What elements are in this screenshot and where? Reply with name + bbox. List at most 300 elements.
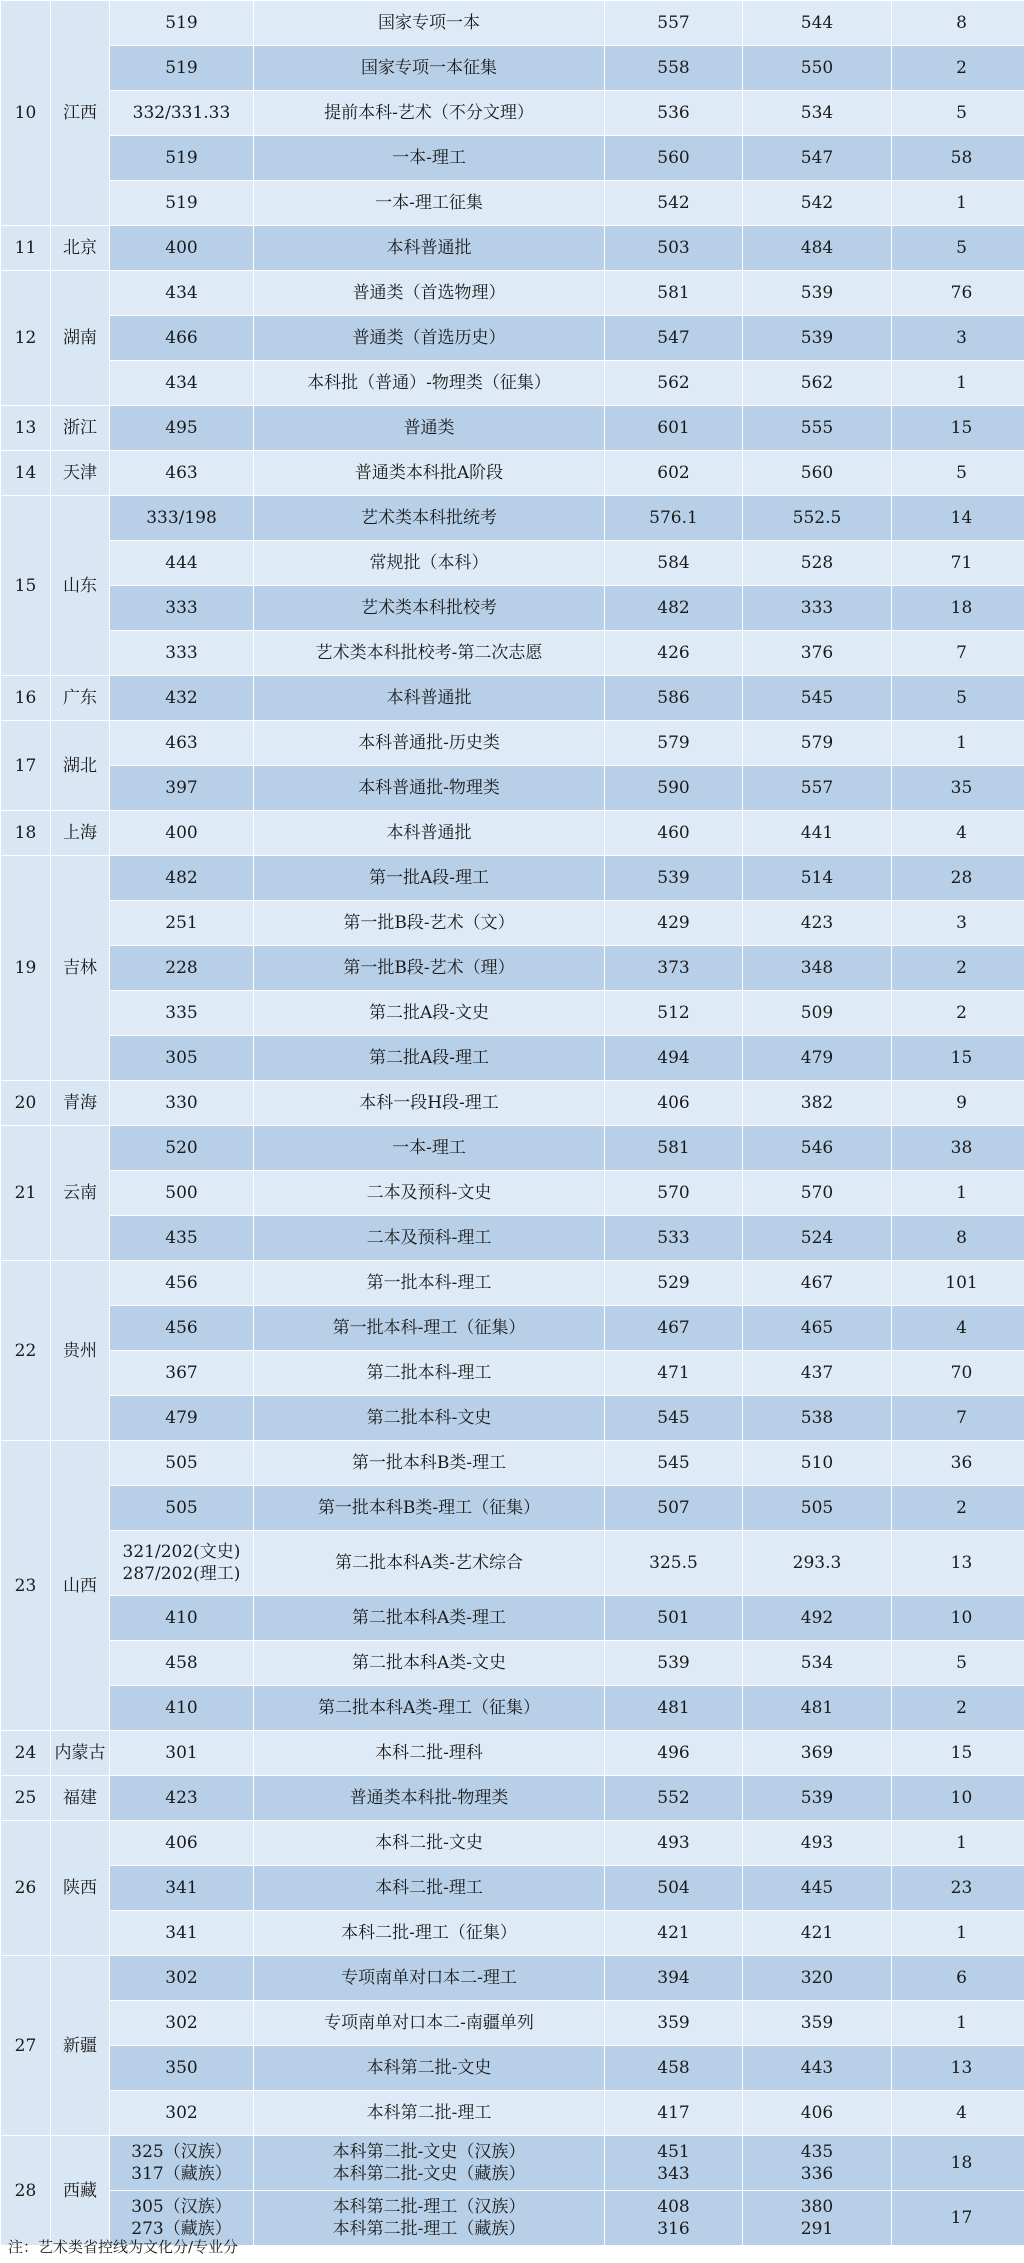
min-score-cell (743, 901, 892, 946)
min-score-cell (743, 1731, 892, 1776)
control-line-cell (110, 1956, 254, 2001)
min-score-cell (743, 1641, 892, 1686)
min-score-cell-text: 552.5 (792, 508, 842, 528)
count-cell: 9 (892, 1081, 1024, 1126)
max-score-cell-text: 482 (657, 598, 690, 618)
table-row (1, 1126, 1024, 1171)
batch-cell (254, 181, 605, 226)
max-score-cell-text: 552 (657, 1788, 690, 1808)
control-line-cell (110, 1866, 254, 1911)
province-cell: 陕西 (51, 1821, 110, 1956)
count-cell: 1 (892, 361, 1024, 406)
control-line-cell-text: 432 (165, 688, 198, 708)
table-row (1, 451, 1024, 496)
batch-cell (254, 766, 605, 811)
batch-cell (254, 1171, 605, 1216)
control-line-cell-text: 479 (165, 1408, 198, 1428)
batch-cell-text: 国家专项一本 (378, 13, 480, 33)
table-row (1, 586, 1024, 631)
min-score-cell (743, 2091, 892, 2136)
count-cell: 5 (892, 1641, 1024, 1686)
max-score-cell (605, 1396, 743, 1441)
batch-cell-text: 本科批（普通）-物理类（征集） (307, 373, 551, 393)
min-score-cell (743, 2001, 892, 2046)
min-score-cell (743, 271, 892, 316)
control-line-cell (110, 1821, 254, 1866)
table-row (1, 766, 1024, 811)
province-cell: 浙江 (51, 406, 110, 451)
max-score-cell (605, 1641, 743, 1686)
batch-cell-text: 艺术类本科批校考 (361, 598, 497, 618)
count-cell: 36 (892, 1441, 1024, 1486)
max-score-cell (605, 46, 743, 91)
control-line-cell (110, 496, 254, 541)
table-row (1, 136, 1024, 181)
batch-cell-text: 本科二批-文史 (375, 1833, 483, 1853)
table-row (1, 1, 1024, 46)
min-score-cell-text: 514 (800, 868, 834, 888)
control-line-cell-text: 463 (165, 733, 198, 753)
min-score-cell (743, 586, 892, 631)
min-score-cell-text: 423 (800, 913, 834, 933)
min-score-cell (743, 991, 892, 1036)
batch-cell-text: 本科第二批-文史（藏族） (332, 2164, 526, 2184)
count-cell: 15 (892, 406, 1024, 451)
table-row (1, 1261, 1024, 1306)
min-score-cell-text: 320 (800, 1968, 834, 1988)
count-cell: 4 (892, 2091, 1024, 2136)
count-cell: 1 (892, 2001, 1024, 2046)
min-score-cell (743, 631, 892, 676)
max-score-cell (605, 1776, 743, 1821)
row-number: 19 (1, 856, 51, 1081)
row-number: 21 (1, 1126, 51, 1261)
control-line-cell-text: 519 (165, 13, 198, 33)
row-number: 24 (1, 1731, 51, 1776)
control-line-cell-text: 456 (165, 1318, 198, 1338)
control-line-cell (110, 136, 254, 181)
batch-cell (254, 631, 605, 676)
count-cell: 2 (892, 1486, 1024, 1531)
max-score-cell-text: 581 (657, 283, 690, 303)
min-score-cell-text: 562 (800, 373, 834, 393)
min-score-cell-text: 528 (800, 553, 834, 573)
control-line-cell (110, 1036, 254, 1081)
batch-cell (254, 1866, 605, 1911)
max-score-cell-text: 533 (657, 1228, 690, 1248)
table-row (1, 1596, 1024, 1641)
control-line-cell (110, 676, 254, 721)
province-cell: 吉林 (51, 856, 110, 1081)
control-line-cell (110, 991, 254, 1036)
batch-cell (254, 1216, 605, 1261)
control-line-cell-text: 325（汉族） (131, 2142, 232, 2162)
control-line-cell (110, 721, 254, 766)
batch-cell-text: 国家专项一本征集 (361, 58, 497, 78)
row-number: 12 (1, 271, 51, 406)
batch-cell-text: 专项南单对口本二-理工 (341, 1968, 517, 1988)
province-cell: 西藏 (51, 2136, 110, 2246)
control-line-cell (110, 451, 254, 496)
province-cell: 新疆 (51, 1956, 110, 2136)
max-score-cell (605, 1351, 743, 1396)
batch-cell (254, 1, 605, 46)
table-row (1, 406, 1024, 451)
control-line-cell-text: 332/331.33 (132, 103, 231, 123)
table-row (1, 1641, 1024, 1686)
batch-cell-text: 专项南单对口本二-南疆单列 (324, 2013, 534, 2033)
province-cell: 上海 (51, 811, 110, 856)
min-score-cell-text: 560 (800, 463, 834, 483)
max-score-cell-text: 562 (657, 373, 690, 393)
batch-cell (254, 1396, 605, 1441)
min-score-cell (743, 1596, 892, 1641)
min-score-cell-text: 348 (800, 958, 834, 978)
min-score-cell-text: 550 (800, 58, 834, 78)
count-cell: 10 (892, 1596, 1024, 1641)
control-line-cell-text: 463 (165, 463, 198, 483)
control-line-cell-text: 251 (165, 913, 198, 933)
count-cell: 101 (892, 1261, 1024, 1306)
control-line-cell-text: 456 (165, 1273, 198, 1293)
row-number: 10 (1, 1, 51, 226)
max-score-cell (605, 406, 743, 451)
table-row (1, 2136, 1024, 2191)
max-score-cell (605, 1036, 743, 1081)
control-line-cell (110, 406, 254, 451)
count-cell: 5 (892, 676, 1024, 721)
province-cell: 内蒙古 (51, 1731, 110, 1776)
count-cell: 58 (892, 136, 1024, 181)
control-line-cell (110, 1641, 254, 1686)
count-cell: 1 (892, 181, 1024, 226)
max-score-cell (605, 2046, 743, 2091)
batch-cell (254, 1081, 605, 1126)
table-row (1, 496, 1024, 541)
control-line-cell-text: 341 (165, 1878, 198, 1898)
row-number: 26 (1, 1821, 51, 1956)
control-line-cell-text: 335 (165, 1003, 198, 1023)
max-score-cell-text: 394 (657, 1968, 690, 1988)
max-score-cell-text: 481 (657, 1698, 690, 1718)
table-row (1, 1531, 1024, 1596)
max-score-cell (605, 1686, 743, 1731)
count-cell: 70 (892, 1351, 1024, 1396)
max-score-cell (605, 2001, 743, 2046)
min-score-cell (743, 1821, 892, 1866)
table-row (1, 226, 1024, 271)
batch-cell (254, 1731, 605, 1776)
min-score-cell (743, 1081, 892, 1126)
row-number: 27 (1, 1956, 51, 2136)
control-line-cell-text: 500 (165, 1183, 198, 1203)
batch-cell-text: 艺术类本科批统考 (361, 508, 497, 528)
batch-cell (254, 676, 605, 721)
max-score-cell-text: 460 (657, 823, 690, 843)
max-score-cell-text: 560 (657, 148, 690, 168)
min-score-cell (743, 1216, 892, 1261)
province-cell: 湖北 (51, 721, 110, 811)
control-line-cell-text: 302 (165, 2013, 198, 2033)
control-line-cell-text: 410 (165, 1698, 198, 1718)
batch-cell (254, 1911, 605, 1956)
max-score-cell (605, 1261, 743, 1306)
batch-cell-text: 第一批A段-理工 (368, 868, 490, 888)
count-cell: 28 (892, 856, 1024, 901)
max-score-cell-text: 458 (657, 2058, 690, 2078)
max-score-cell (605, 586, 743, 631)
batch-cell-text: 提前本科-艺术（不分文理） (324, 103, 534, 123)
control-line-cell (110, 1126, 254, 1171)
control-line-cell (110, 1306, 254, 1351)
min-score-cell (743, 1956, 892, 2001)
province-cell: 山东 (51, 496, 110, 676)
batch-cell (254, 1531, 605, 1596)
max-score-cell-text: 586 (657, 688, 690, 708)
control-line-cell (110, 811, 254, 856)
batch-cell-text: 本科二批-理科 (375, 1743, 483, 1763)
table-row (1, 1441, 1024, 1486)
table-row (1, 1776, 1024, 1821)
count-cell: 3 (892, 901, 1024, 946)
max-score-cell (605, 271, 743, 316)
control-line-cell-text: 444 (165, 553, 198, 573)
control-line-cell (110, 1911, 254, 1956)
max-score-cell (605, 451, 743, 496)
min-score-cell (743, 1396, 892, 1441)
table-row (1, 1036, 1024, 1081)
batch-cell (254, 361, 605, 406)
batch-cell (254, 271, 605, 316)
min-score-cell (743, 1486, 892, 1531)
batch-cell (254, 1776, 605, 1821)
max-score-cell (605, 181, 743, 226)
max-score-cell-text: 512 (657, 1003, 690, 1023)
min-score-cell-text: 376 (800, 643, 834, 663)
control-line-cell (110, 226, 254, 271)
min-score-cell-text: 555 (800, 418, 834, 438)
control-line-cell (110, 316, 254, 361)
province-cell: 云南 (51, 1126, 110, 1261)
batch-cell (254, 541, 605, 586)
max-score-cell (605, 1126, 743, 1171)
batch-cell-text: 本科普通批 (386, 238, 472, 258)
table-row (1, 316, 1024, 361)
batch-cell (254, 1596, 605, 1641)
batch-cell-text: 本科第二批-文史 (366, 2058, 492, 2078)
max-score-cell (605, 1216, 743, 1261)
control-line-cell (110, 1441, 254, 1486)
min-score-cell-text: 542 (800, 193, 834, 213)
min-score-cell (743, 181, 892, 226)
row-number: 13 (1, 406, 51, 451)
control-line-cell (110, 1486, 254, 1531)
control-line-cell-text: 458 (165, 1653, 198, 1673)
control-line-cell-text: 520 (165, 1138, 198, 1158)
table-row (1, 1306, 1024, 1351)
row-number: 18 (1, 811, 51, 856)
max-score-cell-text: 529 (657, 1273, 690, 1293)
control-line-cell-text: 330 (165, 1093, 198, 1113)
min-score-cell-text: 544 (800, 13, 834, 33)
max-score-cell-text: 503 (657, 238, 690, 258)
table-row (1, 856, 1024, 901)
count-cell: 76 (892, 271, 1024, 316)
min-score-cell (743, 2191, 892, 2246)
max-score-cell (605, 91, 743, 136)
max-score-cell-text: 429 (657, 913, 690, 933)
table-row (1, 811, 1024, 856)
batch-cell-text: 本科第二批-文史（汉族） (332, 2142, 526, 2162)
max-score-cell-text: 602 (657, 463, 690, 483)
max-score-cell (605, 316, 743, 361)
min-score-cell-text: 465 (800, 1318, 834, 1338)
control-line-cell-text: 505 (165, 1453, 198, 1473)
control-line-cell-text: 423 (165, 1788, 198, 1808)
province-cell: 广东 (51, 676, 110, 721)
control-line-cell (110, 181, 254, 226)
max-score-cell-text: 545 (657, 1453, 690, 1473)
batch-cell-text: 普通类（首选物理） (352, 283, 506, 303)
max-score-cell-text: 558 (657, 58, 690, 78)
count-cell: 13 (892, 2046, 1024, 2091)
table-row (1, 676, 1024, 721)
batch-cell (254, 1686, 605, 1731)
min-score-cell-text: 524 (800, 1228, 834, 1248)
max-score-cell-text: 325.5 (649, 1553, 698, 1573)
batch-cell-text: 普通类（首选历史） (352, 328, 506, 348)
control-line-cell (110, 361, 254, 406)
batch-cell (254, 586, 605, 631)
table-row (1, 1171, 1024, 1216)
count-cell: 1 (892, 1911, 1024, 1956)
table-row (1, 1081, 1024, 1126)
batch-cell-text: 第一批本科-理工 (366, 1273, 492, 1293)
max-score-cell (605, 1306, 743, 1351)
province-cell: 天津 (51, 451, 110, 496)
min-score-cell (743, 226, 892, 271)
table-row (1, 721, 1024, 766)
control-line-cell (110, 271, 254, 316)
min-score-cell (743, 1, 892, 46)
batch-cell-text: 本科二批-理工 (375, 1878, 483, 1898)
batch-cell (254, 1956, 605, 2001)
control-line-cell (110, 1216, 254, 1261)
batch-cell-text: 本科普通批-历史类 (358, 733, 500, 753)
table-row (1, 631, 1024, 676)
batch-cell (254, 2001, 605, 2046)
count-cell: 8 (892, 1, 1024, 46)
control-line-cell (110, 766, 254, 811)
min-score-cell (743, 2046, 892, 2091)
row-number: 15 (1, 496, 51, 676)
max-score-cell (605, 631, 743, 676)
table-row (1, 1731, 1024, 1776)
control-line-cell-text: 333/198 (146, 508, 217, 528)
batch-cell-text: 第一批本科B类-理工（征集） (317, 1498, 541, 1518)
batch-cell (254, 1441, 605, 1486)
min-score-cell-text: 547 (800, 148, 834, 168)
control-line-cell-text: 321/202(文史) (122, 1542, 241, 1562)
min-score-cell-text: 492 (800, 1608, 834, 1628)
batch-cell-text: 一本-理工 (392, 148, 466, 168)
control-line-cell-text: 434 (165, 283, 198, 303)
count-cell: 2 (892, 991, 1024, 1036)
control-line-cell (110, 1171, 254, 1216)
footnote: 注：艺术类省控线为文化分/专业分 (8, 2238, 239, 2256)
min-score-cell (743, 766, 892, 811)
count-cell: 1 (892, 1171, 1024, 1216)
max-score-cell (605, 496, 743, 541)
min-score-cell-text: 484 (800, 238, 834, 258)
min-score-cell (743, 1351, 892, 1396)
min-score-cell (743, 1306, 892, 1351)
max-score-cell-text: 493 (657, 1833, 690, 1853)
province-cell: 山西 (51, 1441, 110, 1731)
row-number: 22 (1, 1261, 51, 1441)
batch-cell (254, 2191, 605, 2246)
max-score-cell-text: 496 (657, 1743, 690, 1763)
count-cell: 7 (892, 631, 1024, 676)
min-score-cell (743, 316, 892, 361)
batch-cell-text: 第二批本科A类-文史 (351, 1653, 507, 1673)
max-score-cell (605, 361, 743, 406)
control-line-cell-text: 305 (165, 1048, 198, 1068)
control-line-cell-text: 519 (165, 148, 198, 168)
batch-cell-text: 本科第二批-理工（汉族） (332, 2197, 526, 2217)
table-row (1, 1821, 1024, 1866)
batch-cell-text: 本科普通批-物理类 (358, 778, 500, 798)
min-score-cell-text: 545 (800, 688, 834, 708)
row-number: 25 (1, 1776, 51, 1821)
count-cell: 71 (892, 541, 1024, 586)
batch-cell-text: 二本及预科-理工 (366, 1228, 492, 1248)
max-score-cell (605, 136, 743, 181)
min-score-cell (743, 541, 892, 586)
control-line-cell-text: 273（藏族） (131, 2219, 232, 2239)
max-score-cell-text: 494 (657, 1048, 690, 1068)
control-line-cell-text: 519 (165, 58, 198, 78)
max-score-cell (605, 676, 743, 721)
batch-cell-text: 第二批本科A类-理工 (351, 1608, 507, 1628)
min-score-cell-text: 421 (800, 1923, 834, 1943)
min-score-cell (743, 721, 892, 766)
batch-cell (254, 1126, 605, 1171)
min-score-cell-text: 336 (800, 2164, 834, 2184)
control-line-cell-text: 435 (165, 1228, 198, 1248)
count-cell: 2 (892, 946, 1024, 991)
province-cell: 北京 (51, 226, 110, 271)
max-score-cell-text: 590 (657, 778, 690, 798)
max-score-cell-text: 507 (657, 1498, 690, 1518)
min-score-cell-text: 467 (800, 1273, 834, 1293)
batch-cell-text: 艺术类本科批校考-第二次志愿 (315, 643, 543, 663)
max-score-cell (605, 2191, 743, 2246)
control-line-cell (110, 1776, 254, 1821)
min-score-cell-text: 380 (800, 2197, 834, 2217)
min-score-cell (743, 406, 892, 451)
batch-cell (254, 406, 605, 451)
count-cell: 6 (892, 1956, 1024, 2001)
control-line-cell (110, 856, 254, 901)
batch-cell-text: 本科一段H段-理工 (359, 1093, 499, 1113)
batch-cell-text: 第二批本科A类-理工（征集） (317, 1698, 541, 1718)
batch-cell (254, 1036, 605, 1081)
batch-cell (254, 721, 605, 766)
batch-cell-text: 第二批本科-文史 (366, 1408, 492, 1428)
count-cell: 17 (892, 2191, 1024, 2246)
min-score-cell-text: 441 (800, 823, 834, 843)
